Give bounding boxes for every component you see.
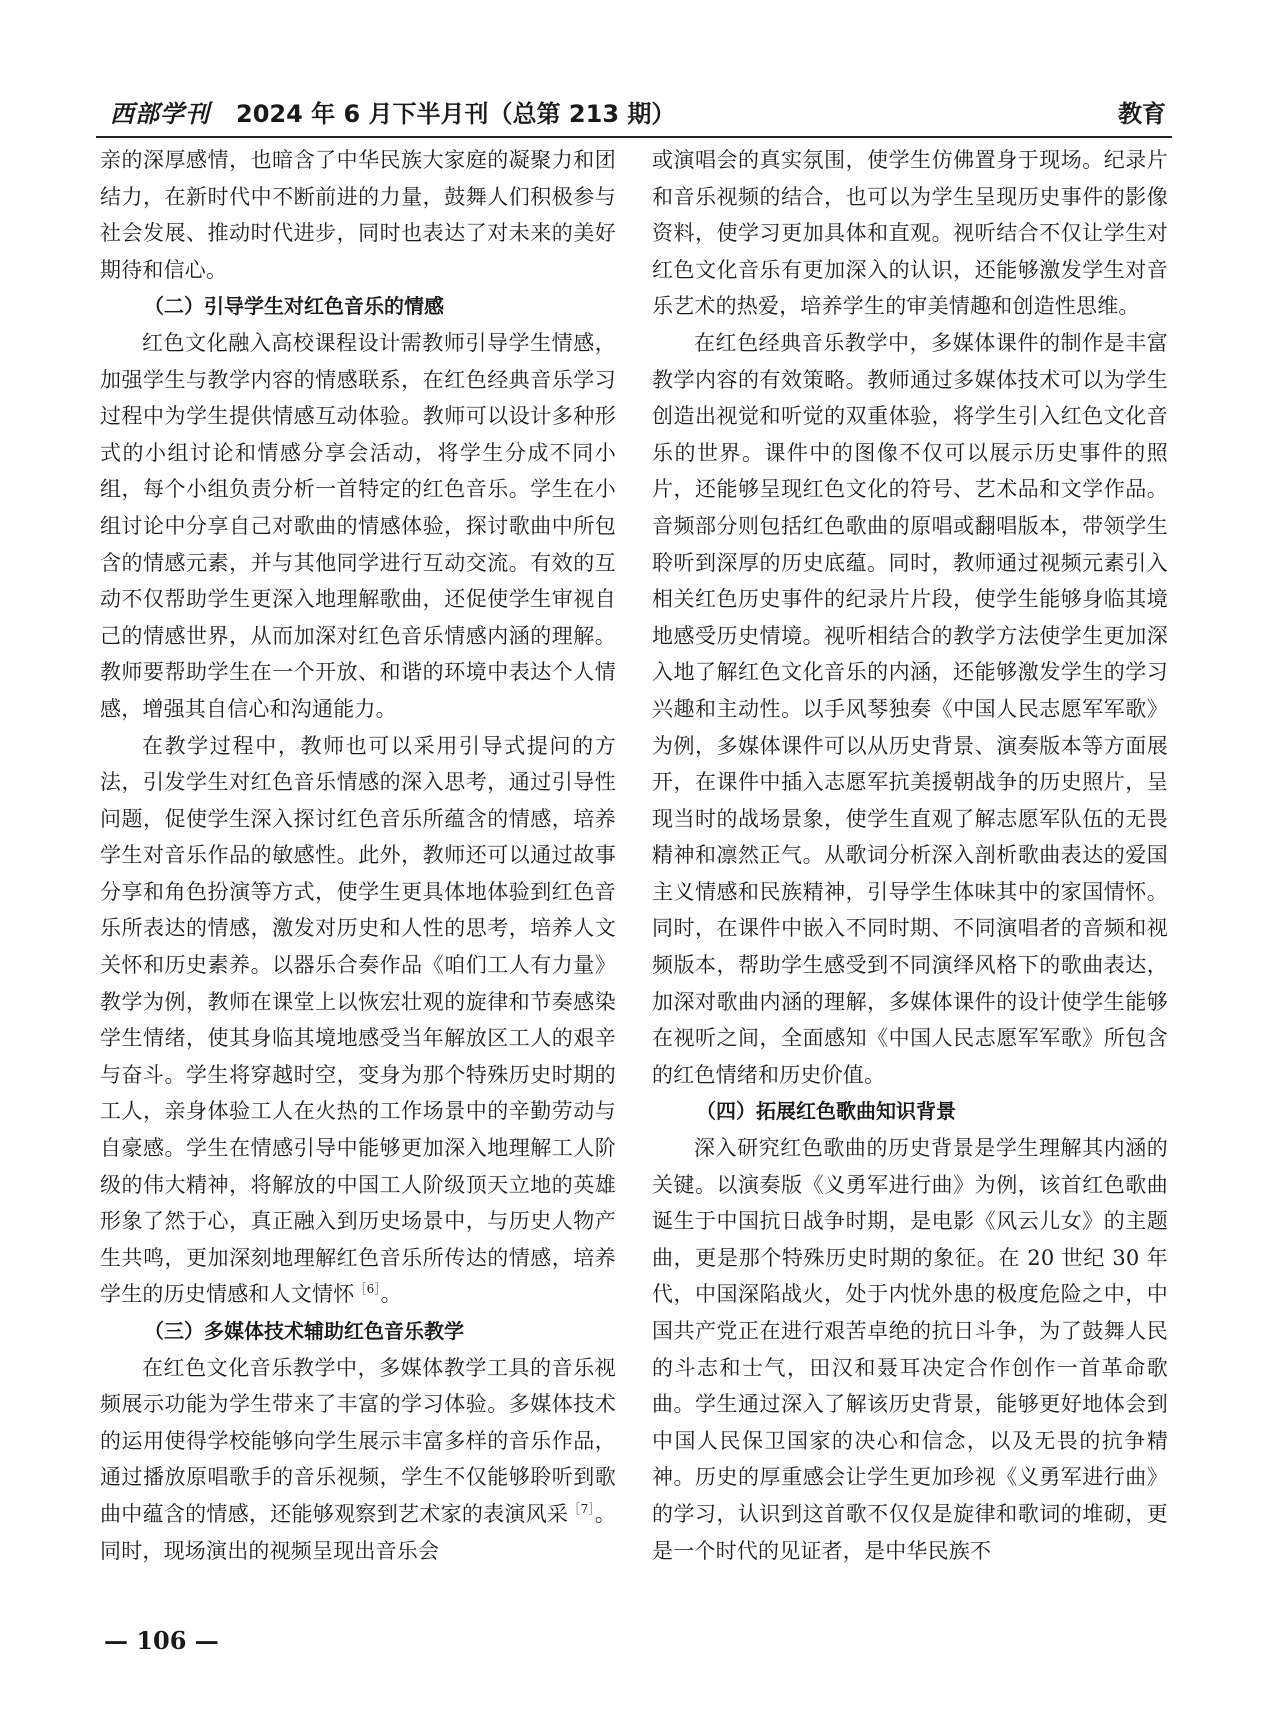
paragraph: 亲的深厚感情，也暗含了中华民族大家庭的凝聚力和团结力，在新时代中不断前进的力量，鼓舞人们积极参与社会发展、推动时代进步，同时也表达了对未来的美好期待和信心。 (100, 148, 616, 282)
paragraph: 红色文化融入高校课程设计需教师引导学生情感，加强学生与教学内容的情感联系，在红色经典音乐学习过程中为学生提供情感互动体验。教师可以设计多种形式的小组讨论和情感分享会活动，将学生分成不同小组，每个小组负责分析一首特定的红色音乐。学生在小组讨论中分享自己对歌曲的情感体验，探讨歌曲中所包含的情感元素，并与其他同学进行互动交流。有效的互动不仅帮助学生更深入地理解歌曲，还促使学生审视自己的情感世界，从而加深对红色音乐情感内涵的理解。教师要帮助学生在一个开放、和谐的环境中表达个人情感，增强其自信心和沟通能力。 (100, 330, 616, 721)
paragraph-text: 。同时，现场演出的视频呈现出音乐会 (100, 1501, 616, 1563)
section-heading-2: （二）引导学生对红色音乐的情感 (144, 294, 444, 319)
paragraph-text: 。 (380, 1282, 402, 1307)
paragraph: 或演唱会的真实氛围，使学生仿佛置身于现场。纪录片和音乐视频的结合，也可以为学生呈现历史事件的影像资料，使学习更加具体和直观。视听结合不仅让学生对红色文化音乐有更加深入的认识，还能够激发学生对音乐艺术的热爱，培养学生的审美情趣和创造性思维。 (652, 148, 1168, 319)
paragraph (100, 728, 616, 1314)
journal-logo: 西部学刊 (110, 99, 210, 128)
page-header (96, 86, 1172, 138)
paragraph (100, 1350, 616, 1570)
section-heading-4: （四）拓展红色歌曲知识背景 (696, 1099, 956, 1124)
paragraph-text: 在红色文化音乐教学中，多媒体教学工具的音乐视频展示功能为学生带来了丰富的学习体验。多媒体技术的运用使得学校能够向学生展示丰富多样的音乐作品，通过播放原唱歌手的音乐视频，学生不仅能够聆听到歌曲中蕴含的情感，还能够观察到艺术家的表演风采 (100, 1355, 616, 1526)
citation-6: ［6］ (354, 1282, 381, 1297)
page-number: — 106 — (104, 1626, 219, 1655)
section-heading-3: （三）多媒体技术辅助红色音乐教学 (144, 1319, 464, 1343)
left-column (100, 142, 616, 1612)
paragraph: 在红色经典音乐教学中，多媒体课件的制作是丰富教学内容的有效策略。教师通过多媒体技术可以为学生创造出视觉和听觉的双重体验，将学生引入红色文化音乐的世界。课件中的图像不仅可以展示历史事件的照片，还能够呈现红色文化的符号、艺术品和文学作品。音频部分则包括红色歌曲的原唱或翻唱版本，带领学生聆听到深厚的历史底蕴。同时，教师通过视频元素引入相关红色历史事件的纪录片片段，使学生能够身临其境地感受历史情境。视听相结合的教学方法使学生更加深入地了解红色文化音乐的内涵，还能够激发学生的学习兴趣和主动性。以手风琴独奏《中国人民志愿军军歌》为例，多媒体课件可以从历史背景、演奏版本等方面展开，在课件中插入志愿军抗美援朝战争的历史照片，呈现当时的战场景象，使学生直观了解志愿军队伍的无畏精神和凛然正气。从歌词分析深入剖析歌曲表达的爱国主义情感和民族精神，引导学生体味其中的家国情怀。同时，在课件中嵌入不同时期、不同演唱者的音频和视频版本，帮助学生感受到不同演绎风格下的歌曲表达，加深对歌曲内涵的理解，多媒体课件的设计使学生能够在视听之间，全面感知《中国人民志愿军军歌》所包含的红色情绪和历史价值。 (652, 330, 1168, 1087)
right-column (652, 142, 1168, 1612)
paragraph: 深入研究红色歌曲的历史背景是学生理解其内涵的关键。以演奏版《义勇军进行曲》为例，该首红色歌曲诞生于中国抗日战争时期，是电影《风云儿女》的主题曲，更是那个特殊历史时期的象征。在 20 世纪 30 年代，中国深陷战火，处于内忧外患的极度危险之中，中国共产党正在进行艰苦卓绝的抗日斗争，为了鼓舞人民的斗志和士气，田汉和聂耳决定合作创作一首革命歌曲。学生通过深入了解该历史背景，能够更好地体会到中国人民保卫国家的决心和信念，以及无畏的抗争精神。历史的厚重感会让学生更加珍视《义勇军进行曲》的学习，认识到这首歌不仅仅是旋律和歌词的堆砌，更是一个时代的见证者，是中华民族不 (652, 1136, 1168, 1563)
issue-info: 2024 年 6 月下半月刊（总第 213 期） (236, 100, 676, 128)
paragraph-text: 在教学过程中，教师也可以采用引导式提问的方法，引发学生对红色音乐情感的深入思考，通过引导性问题，促使学生深入探讨红色音乐所蕴含的情感，培养学生对音乐作品的敏感性。此外，教师还可以通过故事分享和角色扮演等方式，使学生更具体地体验到红色音乐所表达的情感，激发对历史和人性的思考，培养人文关怀和历史素养。以器乐合奏作品《咱们工人有力量》教学为例，教师在课堂上以恢宏壮观的旋律和节奏感染学生情绪，使其身临其境地感受当年解放区工人的艰辛与奋斗。学生将穿越时空，变身为那个特殊历史时期的工人，亲身体验工人在火热的工作场景中的辛勤劳动与自豪感。学生在情感引导中能够更加深入地理解工人阶级的伟大精神，将解放的中国工人阶级顶天立地的英雄形象了然于心，真正融入到历史场景中，与历史人物产生共鸣，更加深刻地理解红色音乐所传达的情感，培养学生的历史情感和人文情怀 (100, 733, 616, 1307)
section-label: 教育 (1118, 100, 1166, 128)
citation-7: ［7］ (568, 1501, 595, 1516)
article-body (100, 142, 1168, 1612)
